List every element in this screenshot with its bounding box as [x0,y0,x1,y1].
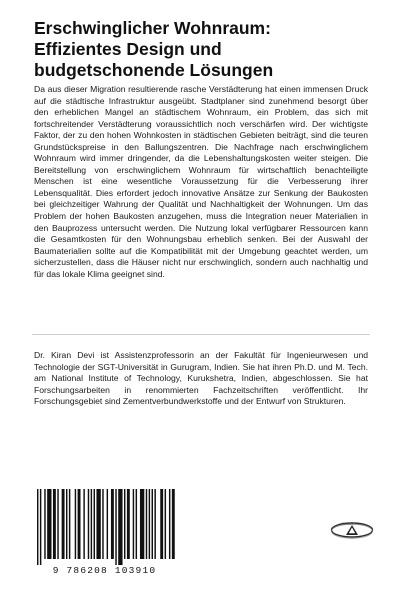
book-description: Da aus dieser Migration resultierende rasche Verstädterung hat einen immensen Druck auf die städtische Infrastruktur ausgeübt. Stadtplaner sind zunehmend besorgt über den erheblichen Mangel an städtischem Wohnraum, ein Problem, das sich mit fortschreitender Verstädterung voraussichtlich noch verschärfen wird. Der wichtigste Faktor, der zu den hohen Wohnkosten in städtischen Gebieten beiträgt, sind die teuren Grundstückspreise in den Ballungszentren. Die Nachfrage nach erschwinglichem Wohnraum wird immer dringender, da die Lebenshaltungskosten weiter steigen. Die Bereitstellung von erschwinglichem Wohnraum für wirtschaftlich benachteiligte Menschen ist eine wesentliche Voraussetzung für die Verbesserung ihrer Lebensqualität. Dies erfordert jedoch innovative Ansätze zur Senkung der Baukosten bei gleichzeitiger Wahrung der Qualität und Nachhaltigkeit der Wohnungen. Um das Problem der hohen Baukosten anzugehen, muss die Integration neuer Materialien in den Bauprozess untersucht werden. Die Nutzung lokal verfügbarer Ressourcen kann die Gesamtkosten für den Wohnungsbau erheblich senken. Bei der Auswahl der Baumaterialien sollte auf die Kompatibilität mit der Umgebung geachtet werden, um sicherzustellen, dass die Häuser nicht nur erschwinglich, sondern auch nachhaltig und für das lokale Klima geeignet sind. [34,84,368,279]
isbn-digits: 9 786208 103910 [52,565,157,576]
author-biography: Dr. Kiran Devi ist Assistenzprofessorin an der Fakultät für Ingenieurwesen und Technologie der SGT-Universität in Gurugram, Indien. Sie hat ihren Ph.D. und M. Tech. am National Institute of Technology, Kurukshetra, Indien, abgeschlossen. Sie hat Forschungsarbeiten in renommierten Fachzeitschriften veröffentlicht. Ihr Forschungsgebiet sind Zementverbundwerkstoffe und der Entwurf von Strukturen. [34,350,368,407]
barcode-bars [33,489,176,565]
publisher-logo-text: Scholars' Press [341,521,363,526]
title-line-2: Effizientes Design und [34,39,222,59]
title-line-3: budgetschonende Lösungen [34,60,274,80]
section-divider [32,334,370,335]
title-line-1: Erschwinglicher Wohnraum: [34,18,271,38]
book-title [34,18,374,81]
isbn-barcode [33,489,176,575]
publisher-logo-icon [330,515,374,545]
